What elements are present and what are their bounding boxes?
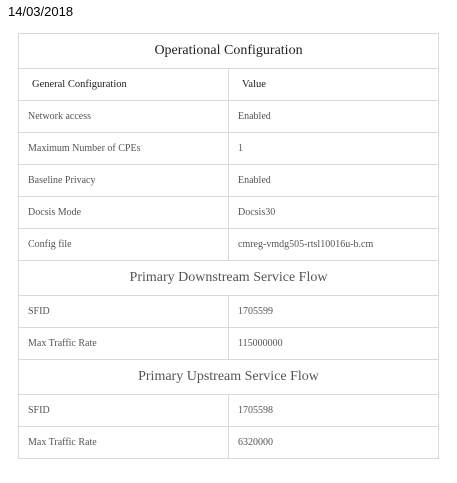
column-header-value: Value (229, 69, 439, 101)
table-row (19, 328, 439, 360)
operational-configuration-table (18, 33, 439, 459)
row-value: 6320000 (229, 427, 439, 459)
table-row (19, 165, 439, 197)
row-label: SFID (19, 395, 229, 427)
row-label: Max Traffic Rate (19, 328, 229, 360)
row-label: Maximum Number of CPEs (19, 133, 229, 165)
downstream-section-title: Primary Downstream Service Flow (19, 261, 439, 296)
row-label: SFID (19, 296, 229, 328)
section-header-row (19, 261, 439, 296)
column-header-general-configuration: General Configuration (19, 69, 229, 101)
table-row (19, 395, 439, 427)
report-date: 14/03/2018 (8, 4, 74, 19)
table-row (19, 197, 439, 229)
section-header-row (19, 360, 439, 395)
row-value: 1705599 (229, 296, 439, 328)
row-value: 1705598 (229, 395, 439, 427)
table-row (19, 101, 439, 133)
row-value: Enabled (229, 101, 439, 133)
table-row (19, 427, 439, 459)
row-value: cmreg-vmdg505-rtsl10016u-b.cm (229, 229, 439, 261)
table-row (19, 229, 439, 261)
table-row (19, 296, 439, 328)
row-label: Baseline Privacy (19, 165, 229, 197)
row-value: 115000000 (229, 328, 439, 360)
table-title-row (19, 34, 439, 69)
table-header-row (19, 69, 439, 101)
row-label: Max Traffic Rate (19, 427, 229, 459)
row-label: Docsis Mode (19, 197, 229, 229)
row-label: Network access (19, 101, 229, 133)
row-value: Docsis30 (229, 197, 439, 229)
table-row (19, 133, 439, 165)
upstream-section-title: Primary Upstream Service Flow (19, 360, 439, 395)
row-label: Config file (19, 229, 229, 261)
row-value: 1 (229, 133, 439, 165)
table-title: Operational Configuration (19, 34, 439, 69)
row-value: Enabled (229, 165, 439, 197)
